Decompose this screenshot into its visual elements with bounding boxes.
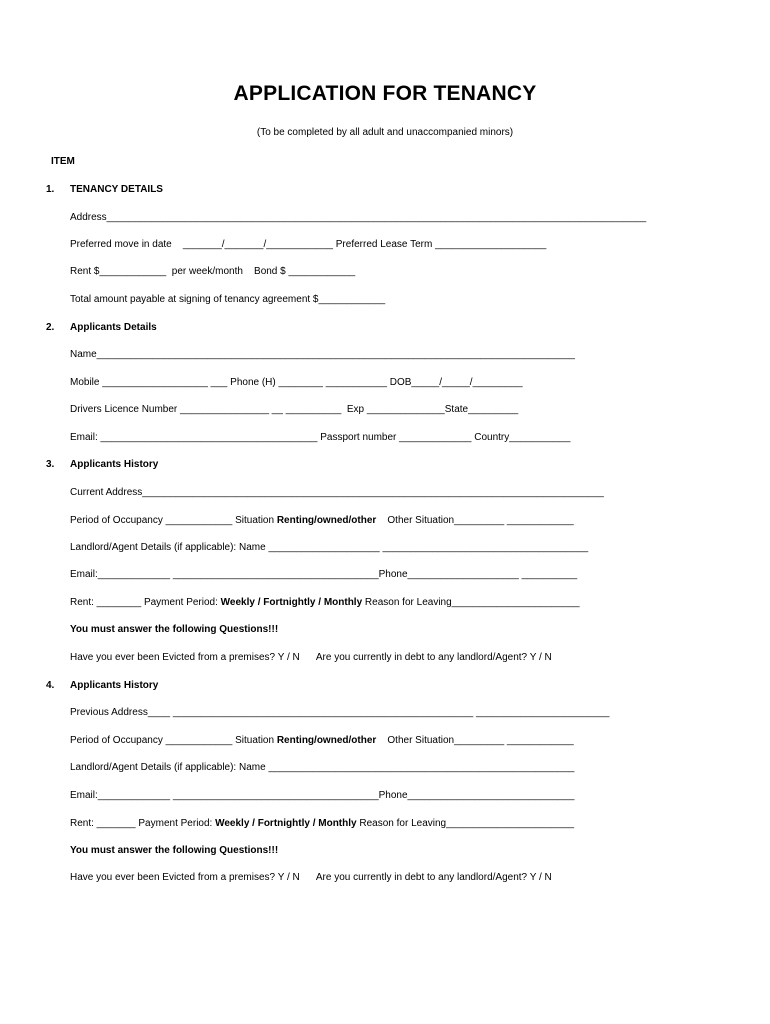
drivers-licence-field[interactable]: Drivers Licence Number ________________ __ __________ Exp ______________State_________ xyxy=(70,404,519,415)
payment-period-options: Weekly / Fortnightly / Monthly xyxy=(220,597,363,608)
applicant-name-field[interactable]: Name______________________________________________________________________________________ xyxy=(70,349,575,360)
landlord-details-field[interactable]: Landlord/Agent Details (if applicable): Name ____________________ _____________________________________ xyxy=(70,542,589,553)
eviction-debt-questions[interactable]: Have you ever been Evicted from a premises? Y / N Are you currently in debt to any landlord/Agent? Y / N xyxy=(70,652,552,663)
item-heading: ITEM xyxy=(51,156,75,167)
rent-payment-field[interactable] xyxy=(70,818,574,829)
rent-payment-field[interactable] xyxy=(70,597,580,608)
other-situation-label: Other Situation_________ ____________ xyxy=(376,735,574,746)
landlord-details-field[interactable]: Landlord/Agent Details (if applicable): Name _______________________________________________________ xyxy=(70,762,575,773)
page-title: APPLICATION FOR TENANCY xyxy=(233,82,537,105)
eviction-debt-questions[interactable]: Have you ever been Evicted from a premises? Y / N Are you currently in debt to any landlord/Agent? Y / N xyxy=(70,872,552,883)
previous-address-field[interactable]: Previous Address____ ______________________________________________________ ________________________ xyxy=(70,707,610,718)
tenancy-address-field[interactable]: Address_________________________________________________________________________________________________ xyxy=(70,212,647,223)
situation-options: Renting/owned/other xyxy=(276,735,377,746)
section-1-title: TENANCY DETAILS xyxy=(70,184,163,195)
rent-label: Rent: ________ Payment Period: xyxy=(70,597,221,608)
occupancy-label: Period of Occupancy ____________ Situation xyxy=(70,735,277,746)
total-payable-field[interactable]: Total amount payable at signing of tenancy agreement $____________ xyxy=(70,294,386,305)
payment-period-options: Weekly / Fortnightly / Monthly xyxy=(215,818,357,829)
section-1-number: 1. xyxy=(46,184,55,195)
occupancy-situation-field[interactable] xyxy=(70,735,574,746)
section-3-title: Applicants History xyxy=(70,459,159,470)
occupancy-situation-field[interactable] xyxy=(70,515,574,526)
section-4-number: 4. xyxy=(46,680,55,691)
occupancy-label: Period of Occupancy ____________ Situation xyxy=(70,515,277,526)
email-passport-field[interactable]: Email: _______________________________________ Passport number _____________ Country___________ xyxy=(70,432,571,443)
mobile-phone-dob-field[interactable]: Mobile ___________________ ___ Phone (H) ________ ___________ DOB_____/_____/_________ xyxy=(70,377,523,388)
section-3-number: 3. xyxy=(46,459,55,470)
reason-leaving-label: Reason for Leaving_______________________ xyxy=(356,818,575,829)
email-phone-field[interactable]: Email:_____________ _____________________________________Phone______________________________ xyxy=(70,790,575,801)
situation-options: Renting/owned/other xyxy=(276,515,377,526)
move-in-lease-term-field[interactable]: Preferred move in date _______/_______/____________ Preferred Lease Term ____________________ xyxy=(70,239,547,250)
email-phone-field[interactable]: Email:_____________ _____________________________________Phone____________________ __________ xyxy=(70,569,578,580)
questions-heading: You must answer the following Questions!!! xyxy=(70,845,279,856)
rent-bond-field[interactable]: Rent $____________ per week/month Bond $ ____________ xyxy=(70,266,356,277)
reason-leaving-label: Reason for Leaving_______________________ xyxy=(362,597,580,608)
other-situation-label: Other Situation_________ ____________ xyxy=(376,515,574,526)
page-subtitle: (To be completed by all adult and unaccompanied minors) xyxy=(256,127,514,138)
section-2-number: 2. xyxy=(46,322,55,333)
section-4-title: Applicants History xyxy=(70,680,159,691)
rent-label: Rent: _______ Payment Period: xyxy=(70,818,216,829)
current-address-field[interactable]: Current Address___________________________________________________________________________________ xyxy=(70,487,604,498)
questions-heading: You must answer the following Questions!!! xyxy=(70,624,279,635)
section-2-title: Applicants Details xyxy=(70,322,157,333)
